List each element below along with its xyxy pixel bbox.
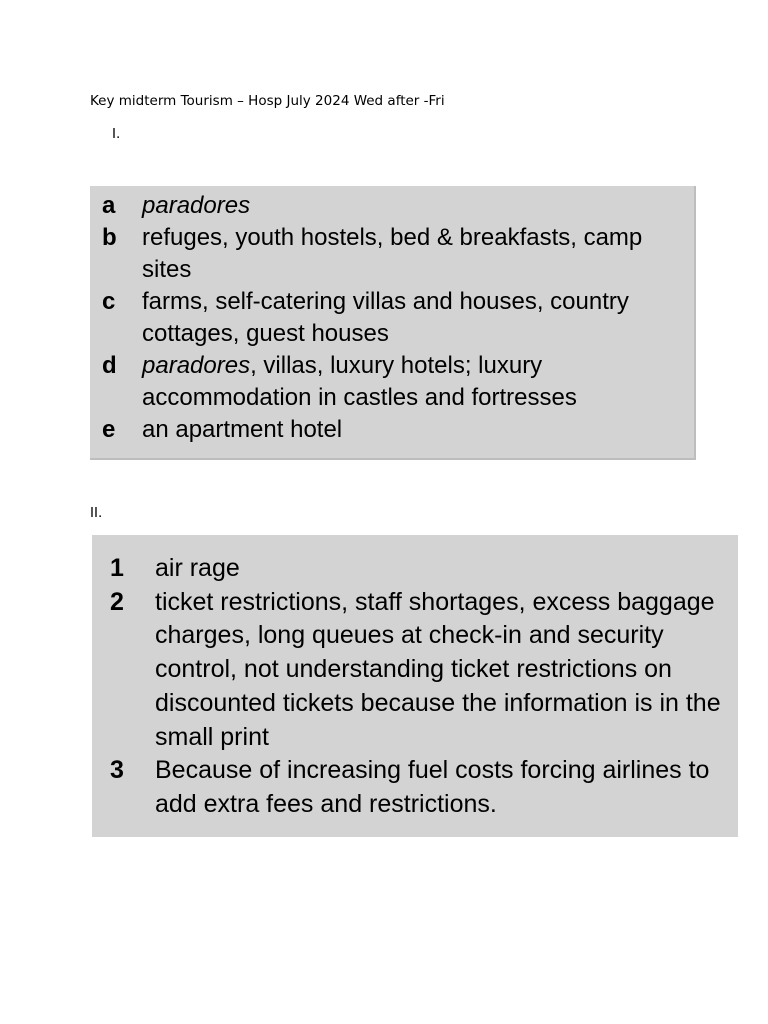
section-label-2: II. (90, 505, 103, 521)
answer-item-1 (92, 552, 738, 586)
answer-key: 1 (110, 554, 124, 582)
answer-text: an apartment hotel (142, 416, 343, 443)
document-title: Key midterm Tourism – Hosp July 2024 Wed after -Fri (90, 93, 445, 109)
answer-text: air rage (155, 554, 240, 582)
answer-key: b (102, 224, 117, 251)
answer-text-rest: , villas, luxury hotels; luxury accommodation in castles and fortresses (142, 352, 577, 411)
answer-key: c (102, 288, 116, 315)
section-label-1: I. (112, 126, 121, 142)
answer-italic-term: paradores (142, 352, 251, 379)
answer-text: refuges, youth hostels, bed & breakfasts, camp sites (142, 224, 643, 283)
answer-key: 2 (110, 587, 124, 616)
answer-italic-term: paradores (142, 192, 251, 219)
answer-item-3 (92, 754, 738, 821)
answer-key: d (102, 352, 117, 379)
answer-text (142, 190, 694, 222)
answer-text: farms, self-catering villas and houses, country cottages, guest houses (142, 288, 629, 347)
answer-key: a (102, 192, 116, 219)
answer-item-b (90, 222, 694, 286)
answer-item-2 (92, 586, 738, 755)
answer-item-d (90, 350, 694, 414)
answer-text (142, 350, 694, 414)
answer-key: e (102, 416, 116, 443)
answer-text: ticket restrictions, staff shortages, excess baggage charges, long queues at check-in and security control, not understanding ticket restrictions on discounted tickets because the information is in the small print (155, 587, 721, 751)
answer-box-section-1 (90, 186, 696, 460)
answer-text: Because of increasing fuel costs forcing airlines to add extra fees and restrictions. (155, 756, 710, 818)
answer-box-section-2 (92, 535, 738, 837)
answer-key: 3 (110, 756, 124, 785)
answer-item-a (90, 190, 694, 222)
answer-item-e (90, 414, 694, 446)
answer-item-c (90, 286, 694, 350)
